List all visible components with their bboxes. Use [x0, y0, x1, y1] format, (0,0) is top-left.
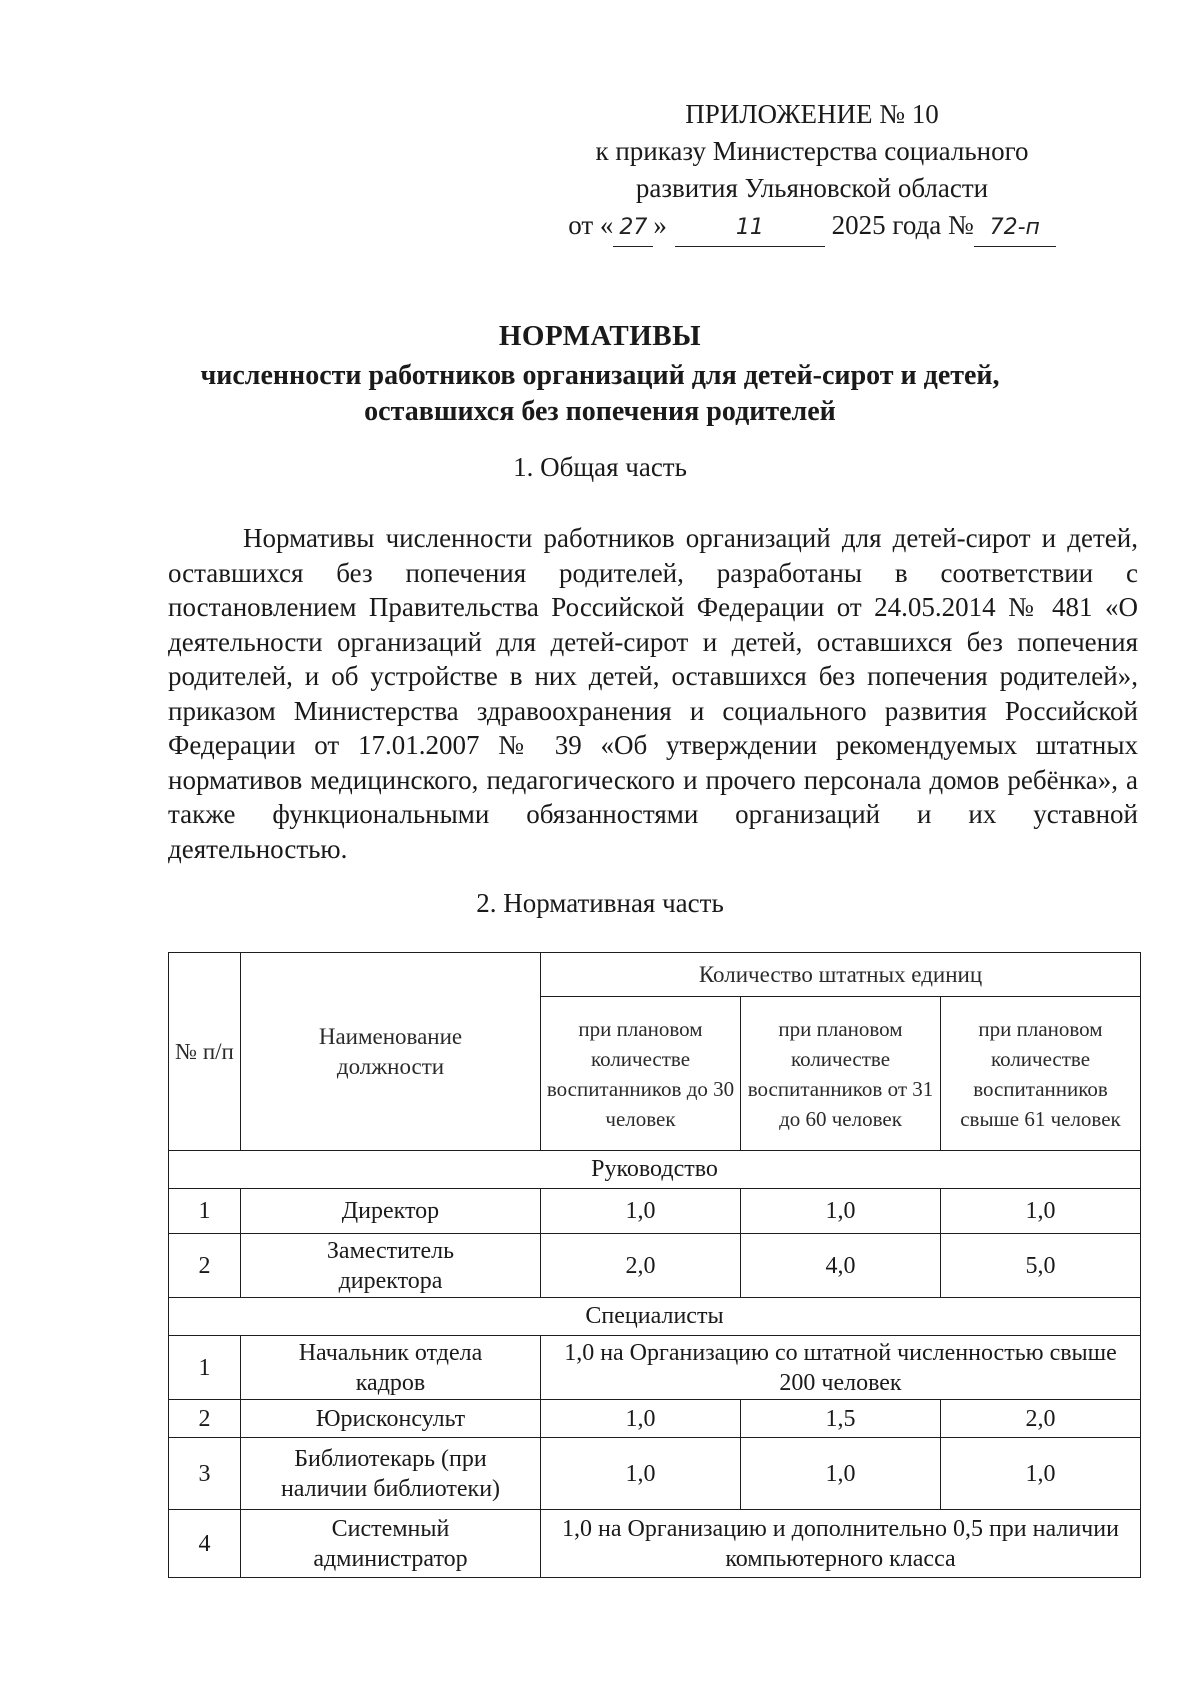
value-a: 1,0: [541, 1438, 741, 1510]
appendix-header: [552, 96, 1072, 247]
header-number: № п/п: [169, 953, 241, 1151]
row-number: 2: [169, 1234, 241, 1298]
position-name: Начальник отдела кадров: [241, 1336, 541, 1400]
header-units-group: Количество штатных единиц: [541, 953, 1141, 997]
table-row: [169, 1400, 1141, 1438]
ministry-name: развития Ульяновской области: [635, 173, 989, 203]
date-day: 27: [613, 209, 653, 247]
value-c: 1,0: [941, 1438, 1141, 1510]
header-col-c: при плановом количестве воспитанников свыше 61 человек: [941, 997, 1141, 1151]
staffing-table: [168, 952, 1141, 1578]
header-col-a: при плановом количестве воспитанников до 30 человек: [541, 997, 741, 1151]
group-row-management: [169, 1151, 1141, 1189]
merged-value: 1,0 на Организацию со штатной численностью свыше 200 человек: [541, 1336, 1141, 1400]
position-name: Системный администратор: [241, 1510, 541, 1578]
group-row-specialists: [169, 1298, 1141, 1336]
order-date-line: [552, 207, 1072, 247]
appendix-title: ПРИЛОЖЕНИЕ № 10: [685, 99, 939, 129]
title-sub-2: оставшихся без попечения родителей: [364, 396, 836, 427]
section-2-heading: 2. Нормативная часть: [476, 888, 724, 918]
value-c: 2,0: [941, 1400, 1141, 1438]
group-label: Специалисты: [169, 1298, 1141, 1336]
value-c: 5,0: [941, 1234, 1141, 1298]
merged-value: 1,0 на Организацию и дополнительно 0,5 при наличии компьютерного класса: [541, 1510, 1141, 1578]
table-row: [169, 1234, 1141, 1298]
value-a: 2,0: [541, 1234, 741, 1298]
value-c: 1,0: [941, 1189, 1141, 1234]
row-number: 1: [169, 1336, 241, 1400]
value-a: 1,0: [541, 1189, 741, 1234]
row-number: 2: [169, 1400, 241, 1438]
table-row: [169, 1510, 1141, 1578]
position-name: Библиотекарь (при наличии библиотеки): [241, 1438, 541, 1510]
section-1-heading: 1. Общая часть: [513, 452, 687, 482]
header-col-b: при плановом количестве воспитанников от 31 до 60 человек: [741, 997, 941, 1151]
row-number: 4: [169, 1510, 241, 1578]
table-row: [169, 1438, 1141, 1510]
table-row: [169, 1336, 1141, 1400]
title-sub-1: численности работников организаций для детей-сирот и детей,: [200, 360, 1000, 391]
group-label: Руководство: [169, 1151, 1141, 1189]
position-name: Заместитель директора: [241, 1234, 541, 1298]
section-1-paragraph: Нормативы численности работников организаций для детей-сирот и детей, оставшихся без попечения родителей, разработаны в соответствии с постановлением Правительства Российской Федерации от 24.05.2014 № 481 «О деятельности организаций для детей-сирот и детей, оставшихся без попечения родителей, и об устройстве в них детей, оставшихся без попечения родителей», приказом Министерства здравоохранения и социального развития Российской Федерации от 17.01.2007 № 39 «Об утверждении рекомендуемых штатных нормативов медицинского, педагогического и прочего персонала домов ребёнка», а также функциональными обязанностями организаций и их уставной деятельностью.: [168, 523, 1138, 864]
value-a: 1,0: [541, 1400, 741, 1438]
date-month: 11: [675, 209, 825, 247]
date-prefix: от «: [568, 210, 614, 240]
date-year: 2025 года №: [831, 210, 974, 240]
row-number: 1: [169, 1189, 241, 1234]
value-b: 1,0: [741, 1438, 941, 1510]
value-b: 4,0: [741, 1234, 941, 1298]
date-quote: »: [653, 210, 667, 240]
order-reference: к приказу Министерства социального: [595, 136, 1029, 166]
value-b: 1,0: [741, 1189, 941, 1234]
position-name: Юрисконсульт: [241, 1400, 541, 1438]
table-row: [169, 1189, 1141, 1234]
value-b: 1,5: [741, 1400, 941, 1438]
header-position: Наименование должности: [241, 953, 541, 1151]
title-main: НОРМАТИВЫ: [498, 320, 702, 352]
position-name: Директор: [241, 1189, 541, 1234]
document-title: [0, 318, 1200, 430]
document-number: 72-п: [974, 209, 1056, 247]
row-number: 3: [169, 1438, 241, 1510]
